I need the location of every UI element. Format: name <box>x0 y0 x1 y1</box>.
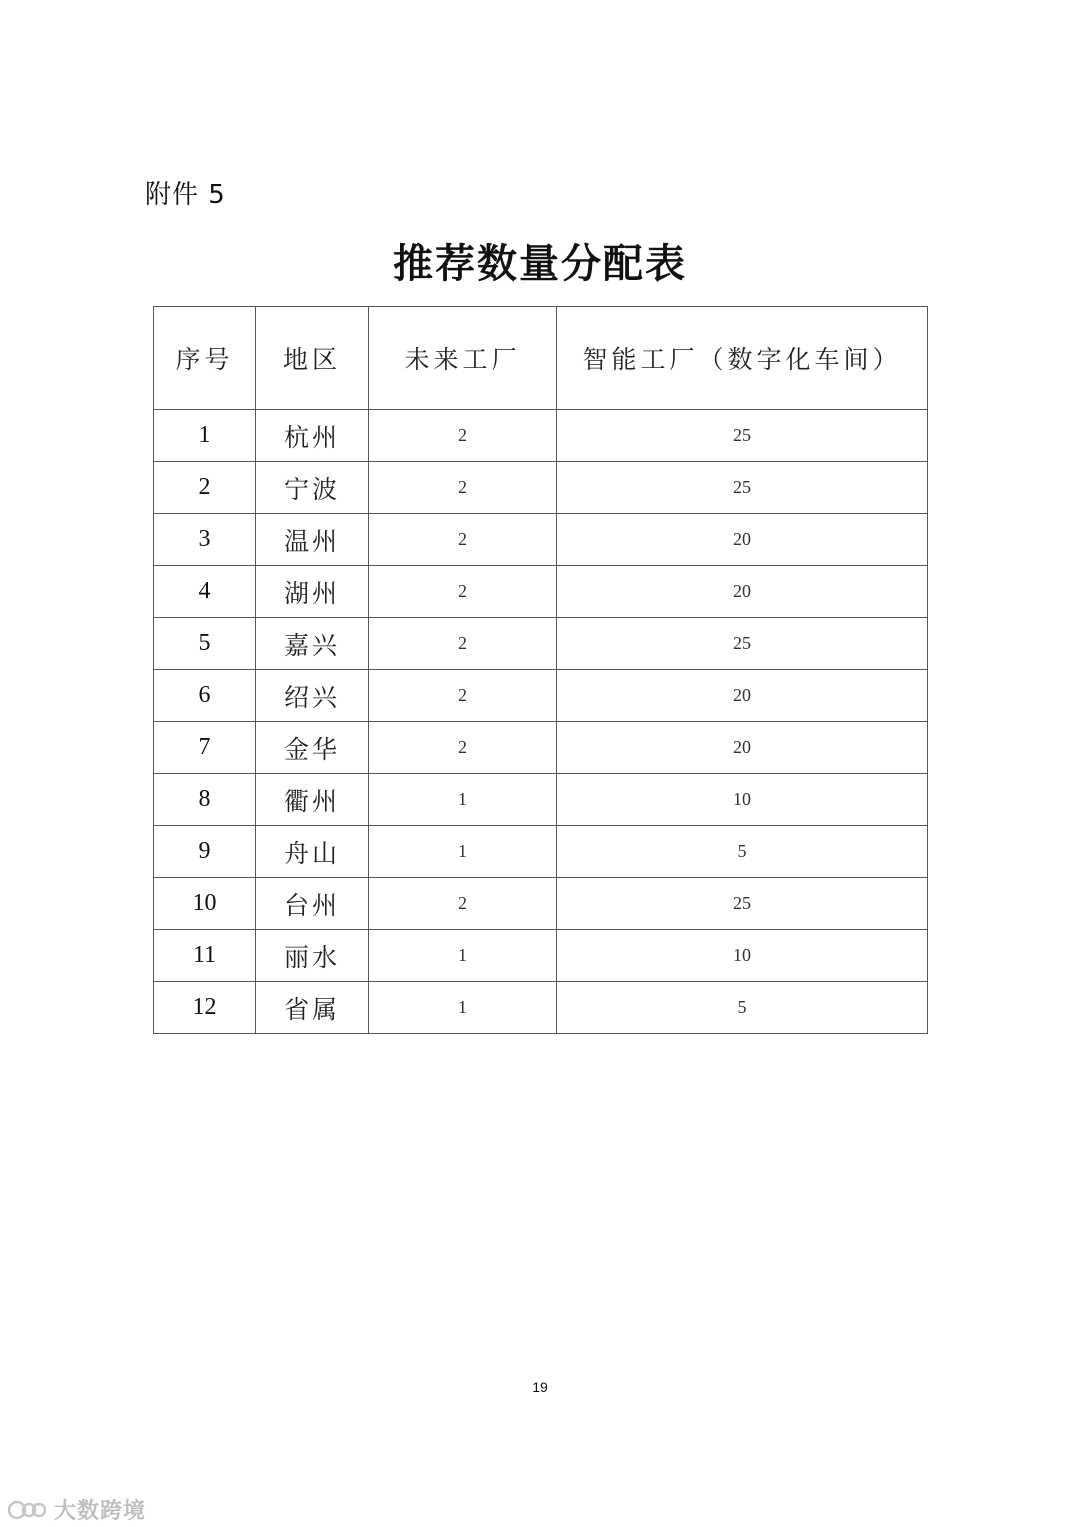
row-smart-factory: 25 <box>557 462 928 514</box>
row-region: 金华 <box>256 722 369 774</box>
table-row <box>154 618 928 670</box>
table-row <box>154 930 928 982</box>
row-future-factory: 1 <box>369 930 557 982</box>
attachment-label: 附件 5 <box>145 180 226 210</box>
page-number: 19 <box>532 1379 548 1395</box>
row-region: 湖州 <box>256 566 369 618</box>
watermark-logo-icon <box>8 1498 48 1522</box>
row-smart-factory: 20 <box>557 722 928 774</box>
table-row <box>154 462 928 514</box>
row-region: 嘉兴 <box>256 618 369 670</box>
table-header-row <box>154 307 928 410</box>
header-no: 序号 <box>154 307 256 410</box>
row-smart-factory: 25 <box>557 878 928 930</box>
table-row <box>154 670 928 722</box>
row-no: 6 <box>154 670 256 722</box>
row-region: 衢州 <box>256 774 369 826</box>
watermark-text: 大数跨境 <box>54 1499 147 1524</box>
row-smart-factory: 20 <box>557 514 928 566</box>
page-title: 推荐数量分配表 <box>393 240 687 287</box>
row-smart-factory: 25 <box>557 618 928 670</box>
table-row <box>154 566 928 618</box>
row-smart-factory: 25 <box>557 410 928 462</box>
row-smart-factory: 10 <box>557 930 928 982</box>
header-region: 地区 <box>256 307 369 410</box>
row-no: 4 <box>154 566 256 618</box>
row-region: 宁波 <box>256 462 369 514</box>
row-no: 7 <box>154 722 256 774</box>
row-future-factory: 1 <box>369 774 557 826</box>
row-region: 省属 <box>256 982 369 1034</box>
table-row <box>154 514 928 566</box>
row-future-factory: 1 <box>369 982 557 1034</box>
row-no: 8 <box>154 774 256 826</box>
row-smart-factory: 10 <box>557 774 928 826</box>
table-row <box>154 722 928 774</box>
row-region: 温州 <box>256 514 369 566</box>
row-future-factory: 2 <box>369 566 557 618</box>
table-row <box>154 410 928 462</box>
header-future-factory: 未来工厂 <box>369 307 557 410</box>
row-region: 绍兴 <box>256 670 369 722</box>
table-row <box>154 982 928 1034</box>
row-no: 1 <box>154 410 256 462</box>
row-future-factory: 2 <box>369 410 557 462</box>
row-future-factory: 2 <box>369 618 557 670</box>
row-no: 11 <box>154 930 256 982</box>
row-future-factory: 2 <box>369 670 557 722</box>
row-region: 杭州 <box>256 410 369 462</box>
row-future-factory: 2 <box>369 722 557 774</box>
row-region: 丽水 <box>256 930 369 982</box>
table-row <box>154 878 928 930</box>
row-no: 3 <box>154 514 256 566</box>
row-smart-factory: 20 <box>557 670 928 722</box>
row-smart-factory: 5 <box>557 982 928 1034</box>
watermark <box>8 1494 146 1525</box>
row-future-factory: 2 <box>369 878 557 930</box>
row-smart-factory: 5 <box>557 826 928 878</box>
row-no: 10 <box>154 878 256 930</box>
row-future-factory: 2 <box>369 462 557 514</box>
row-future-factory: 1 <box>369 826 557 878</box>
header-smart-factory: 智能工厂（数字化车间） <box>557 307 928 410</box>
row-no: 5 <box>154 618 256 670</box>
row-smart-factory: 20 <box>557 566 928 618</box>
row-region: 舟山 <box>256 826 369 878</box>
row-future-factory: 2 <box>369 514 557 566</box>
row-no: 12 <box>154 982 256 1034</box>
table-row <box>154 826 928 878</box>
row-region: 台州 <box>256 878 369 930</box>
table-row <box>154 774 928 826</box>
row-no: 9 <box>154 826 256 878</box>
row-no: 2 <box>154 462 256 514</box>
allocation-table <box>153 306 928 1034</box>
